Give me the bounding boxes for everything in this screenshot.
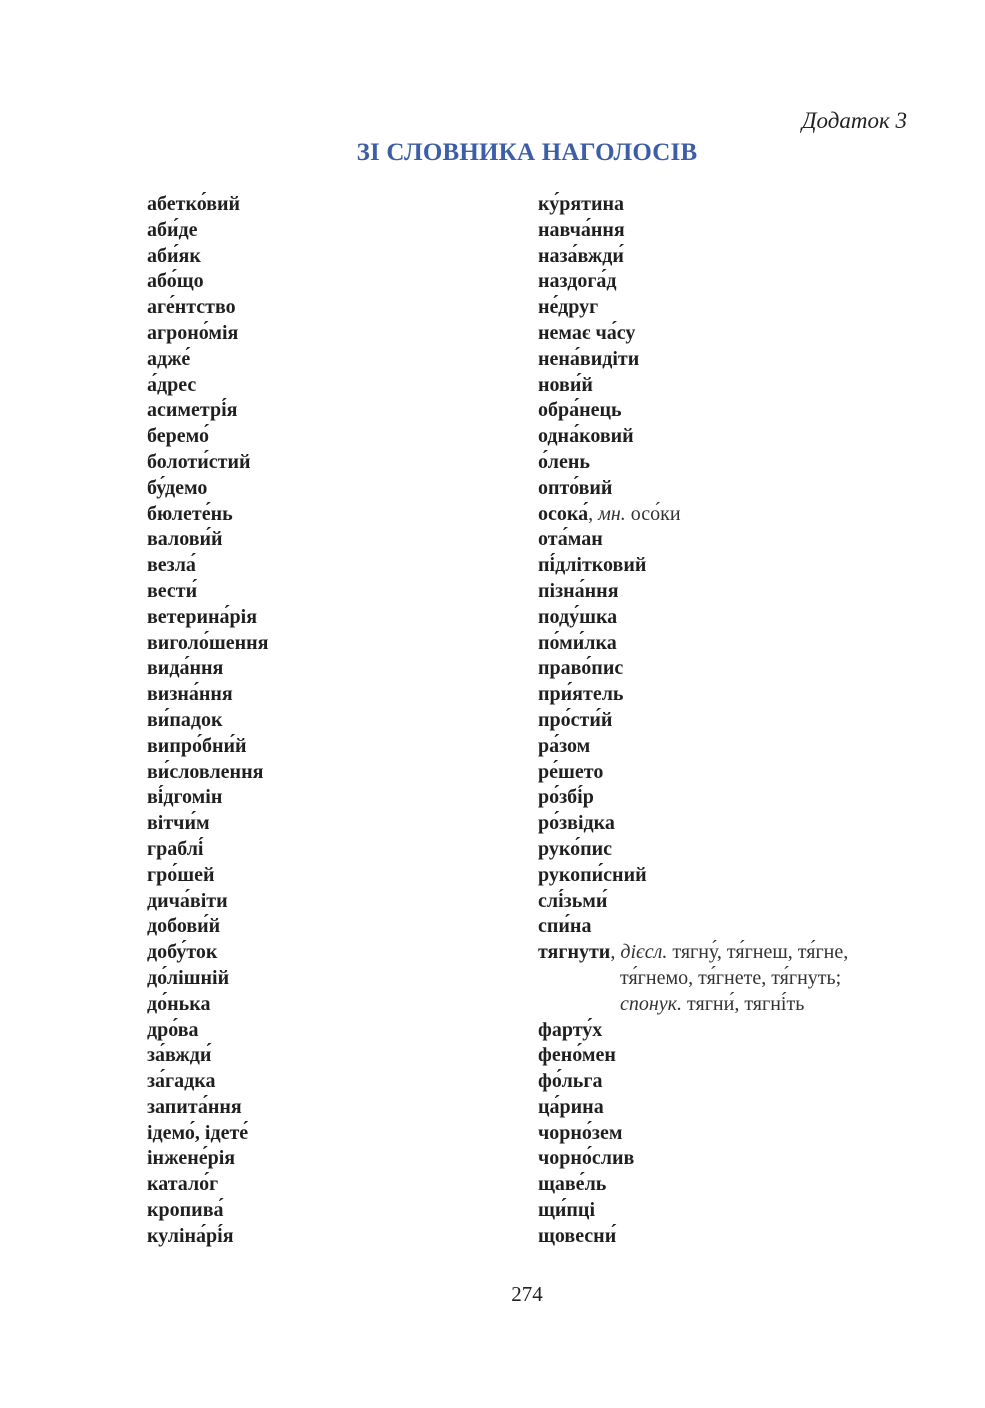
entry-word: вітчи́м <box>147 812 210 835</box>
page-title: ЗІ СЛОВНИКА НАГОЛОСІВ <box>356 139 698 166</box>
dictionary-entry <box>147 424 507 450</box>
dictionary-entry <box>538 1018 918 1044</box>
entry-abbreviation: спонук. <box>620 992 683 1015</box>
entry-word: визна́ння <box>147 683 233 706</box>
entry-word: о́лень <box>538 450 590 473</box>
dictionary-entry <box>538 605 918 631</box>
entry-word: а́дрес <box>147 373 197 396</box>
entry-word: добу́ток <box>147 941 218 964</box>
entry-note: тягну́, тя́гнеш, тя́гне, <box>667 941 849 964</box>
dictionary-entry <box>147 785 507 811</box>
dictionary-entry <box>147 1043 507 1069</box>
entry-word: право́пис <box>538 657 624 680</box>
dictionary-entry <box>147 218 507 244</box>
entry-word: щовесни́ <box>538 1224 617 1247</box>
entry-word: дро́ва <box>147 1018 199 1041</box>
dictionary-entry <box>538 424 918 450</box>
dictionary-entry <box>538 1095 918 1121</box>
entry-word: до́нька <box>147 992 211 1015</box>
page-number: 274 <box>511 1282 543 1306</box>
dictionary-entry <box>147 398 507 424</box>
entry-word: нови́й <box>538 373 593 396</box>
dictionary-entry <box>147 476 507 502</box>
dictionary-entry <box>147 373 507 399</box>
dictionary-entry <box>538 1069 918 1095</box>
entry-word: щи́пці <box>538 1199 596 1222</box>
dictionary-entry <box>147 1146 507 1172</box>
entry-word: адже́ <box>147 347 191 370</box>
dictionary-entry <box>147 656 507 682</box>
entry-word: пі́длітковий <box>538 554 647 577</box>
dictionary-entry <box>538 450 918 476</box>
dictionary-entry <box>147 502 507 528</box>
entry-word: тягнути <box>538 941 611 964</box>
entry-word: ку́рятина <box>538 193 625 215</box>
entry-word: аби́як <box>147 244 201 267</box>
entry-word: катало́г <box>147 1173 219 1196</box>
dictionary-entry <box>538 1121 918 1147</box>
dictionary-entry <box>147 889 507 915</box>
dictionary-entry <box>538 476 918 502</box>
entry-word: гро́шей <box>147 863 215 886</box>
dictionary-entry <box>147 579 507 605</box>
dictionary-entry <box>147 1172 507 1198</box>
entry-word: фарту́х <box>538 1018 603 1041</box>
entry-word: валови́й <box>147 528 223 551</box>
entry-note: , <box>610 941 621 964</box>
dictionary-entry <box>538 398 918 424</box>
dictionary-entry <box>538 682 918 708</box>
entry-word: обра́нець <box>538 399 622 422</box>
entry-word: ветерина́рія <box>147 605 258 628</box>
entry-word: ота́ман <box>538 528 603 551</box>
entry-word: ро́збі́р <box>538 786 594 809</box>
entry-word: беремо́ <box>147 425 209 448</box>
entry-word: або́що <box>147 270 204 293</box>
entry-word: вести́ <box>147 579 198 602</box>
dictionary-entry <box>538 321 918 347</box>
entry-word: ві́дгомін <box>147 786 223 809</box>
dictionary-entry <box>538 914 918 940</box>
entry-word: запита́ння <box>147 1095 242 1118</box>
dictionary-entry <box>147 1018 507 1044</box>
dictionary-entry <box>538 863 918 889</box>
dictionary-entry <box>538 218 918 244</box>
dictionary-entry <box>538 656 918 682</box>
entry-word: добови́й <box>147 915 221 938</box>
dictionary-entry <box>538 269 918 295</box>
entry-word: аби́де <box>147 218 198 241</box>
right-column <box>538 192 918 1250</box>
entry-word: чорно́слив <box>538 1147 635 1170</box>
dictionary-entry <box>538 527 918 553</box>
dictionary-entry <box>147 295 507 321</box>
dictionary-entry <box>538 631 918 657</box>
entry-word: бюлете́нь <box>147 502 233 525</box>
dictionary-entry <box>147 837 507 863</box>
entry-word: бу́демо <box>147 476 208 499</box>
dictionary-entry <box>147 992 507 1018</box>
entry-word: дича́віти <box>147 889 228 912</box>
dictionary-entry <box>147 966 507 992</box>
entry-word: наза́вжди́ <box>538 244 624 267</box>
entry-word: випро́бни́й <box>147 734 247 757</box>
entry-word: граблі́ <box>147 837 204 860</box>
entry-word: нена́видіти <box>538 347 640 370</box>
entry-word: фено́мен <box>538 1044 616 1067</box>
entry-word: опто́вий <box>538 476 613 499</box>
dictionary-entry <box>147 244 507 270</box>
entry-word: ви́словлення <box>147 760 264 783</box>
entry-word: ви́падок <box>147 708 223 731</box>
dictionary-entry <box>147 682 507 708</box>
entry-word: щаве́ль <box>538 1173 607 1196</box>
entry-word: слі́зьми́ <box>538 889 608 912</box>
entry-word: руко́пис <box>538 837 613 860</box>
entry-word: везла́ <box>147 554 196 577</box>
dictionary-entry <box>538 734 918 760</box>
dictionary-entry <box>538 889 918 915</box>
dictionary-entry <box>147 708 507 734</box>
entry-word: болоти́стий <box>147 450 251 473</box>
entry-word: спи́на <box>538 915 592 938</box>
entry-word: немає ча́су <box>538 321 636 344</box>
dictionary-entry <box>147 863 507 889</box>
dictionary-entry <box>538 553 918 579</box>
entry-word: агроно́мія <box>147 321 239 344</box>
entry-word: рукопи́сний <box>538 863 647 886</box>
entry-word: ро́звідка <box>538 812 615 835</box>
entry-word: абетко́вий <box>147 193 241 215</box>
dictionary-entry <box>147 631 507 657</box>
dictionary-entry <box>538 295 918 321</box>
dictionary-entry <box>147 811 507 837</box>
entry-continuation <box>538 966 918 992</box>
dictionary-entry <box>147 321 507 347</box>
dictionary-entry <box>147 450 507 476</box>
dictionary-entry <box>147 1095 507 1121</box>
entry-word: при́ятель <box>538 683 624 706</box>
dictionary-entry <box>147 940 507 966</box>
entry-word: ре́шето <box>538 760 604 783</box>
entry-abbreviation: мн. <box>598 502 626 525</box>
entry-word: поду́шка <box>538 605 618 628</box>
dictionary-entry <box>147 1069 507 1095</box>
dictionary-entry <box>538 244 918 270</box>
dictionary-entry <box>147 605 507 631</box>
dictionary-entry <box>147 1224 507 1250</box>
dictionary-entry <box>538 940 918 966</box>
dictionary-entry <box>147 347 507 373</box>
entry-word: навча́ння <box>538 218 625 241</box>
entry-word: чорно́зем <box>538 1121 623 1144</box>
dictionary-entry <box>538 1224 918 1250</box>
dictionary-entry <box>538 502 918 528</box>
entry-word: виголо́шення <box>147 631 269 654</box>
dictionary-entry <box>538 347 918 373</box>
dictionary-entry <box>147 1198 507 1224</box>
entry-word: про́сти́й <box>538 708 613 731</box>
entry-word: асиметрі́я <box>147 399 238 422</box>
entry-word: наздога́д <box>538 270 617 293</box>
dictionary-entry <box>538 1172 918 1198</box>
entry-word: ца́рина <box>538 1095 604 1118</box>
dictionary-entry <box>147 760 507 786</box>
dictionary-entry <box>538 837 918 863</box>
entry-word: осока́ <box>538 502 589 525</box>
entry-word: ра́зом <box>538 734 591 757</box>
dictionary-entry <box>147 914 507 940</box>
entry-word: фо́льга <box>538 1070 603 1093</box>
dictionary-entry <box>538 579 918 605</box>
entry-note: , <box>588 502 599 525</box>
dictionary-entry <box>538 373 918 399</box>
dictionary-entry <box>538 760 918 786</box>
dictionary-entry <box>147 553 507 579</box>
entry-word: до́лішній <box>147 966 230 989</box>
entry-word: кропива́ <box>147 1199 224 1222</box>
appendix-label: Додаток 3 <box>801 108 907 133</box>
entry-note: тя́гнемо, тя́гнете, тя́гнуть; <box>620 966 842 989</box>
entry-abbreviation: дієсл. <box>620 941 668 964</box>
dictionary-entry <box>147 192 507 218</box>
entry-word: куліна́рі́я <box>147 1224 234 1247</box>
dictionary-entry <box>147 269 507 295</box>
dictionary-entry <box>538 1146 918 1172</box>
left-column <box>147 192 507 1250</box>
entry-note: осо́ки <box>625 502 681 525</box>
entry-word: пізна́ння <box>538 579 619 602</box>
dictionary-entry <box>538 1198 918 1224</box>
entry-word: по́ми́лка <box>538 631 617 654</box>
dictionary-entry <box>538 708 918 734</box>
entry-word: вида́ння <box>147 657 224 680</box>
entry-word: ідемо́, ідете́ <box>147 1121 249 1144</box>
dictionary-entry <box>538 192 918 218</box>
dictionary-entry <box>538 785 918 811</box>
dictionary-entry <box>538 1043 918 1069</box>
entry-word: за́вжди́ <box>147 1044 212 1067</box>
entry-note: тягни́, тягні́ть <box>682 992 805 1015</box>
dictionary-entry <box>147 734 507 760</box>
dictionary-entry <box>147 527 507 553</box>
entry-word: одна́ковий <box>538 425 634 448</box>
entry-word: аге́нтство <box>147 296 236 319</box>
entry-continuation <box>538 992 918 1018</box>
entry-word: не́друг <box>538 296 599 319</box>
dictionary-entry <box>147 1121 507 1147</box>
dictionary-entry <box>538 811 918 837</box>
entry-word: за́гадка <box>147 1070 216 1093</box>
entry-word: інжене́рія <box>147 1147 236 1170</box>
